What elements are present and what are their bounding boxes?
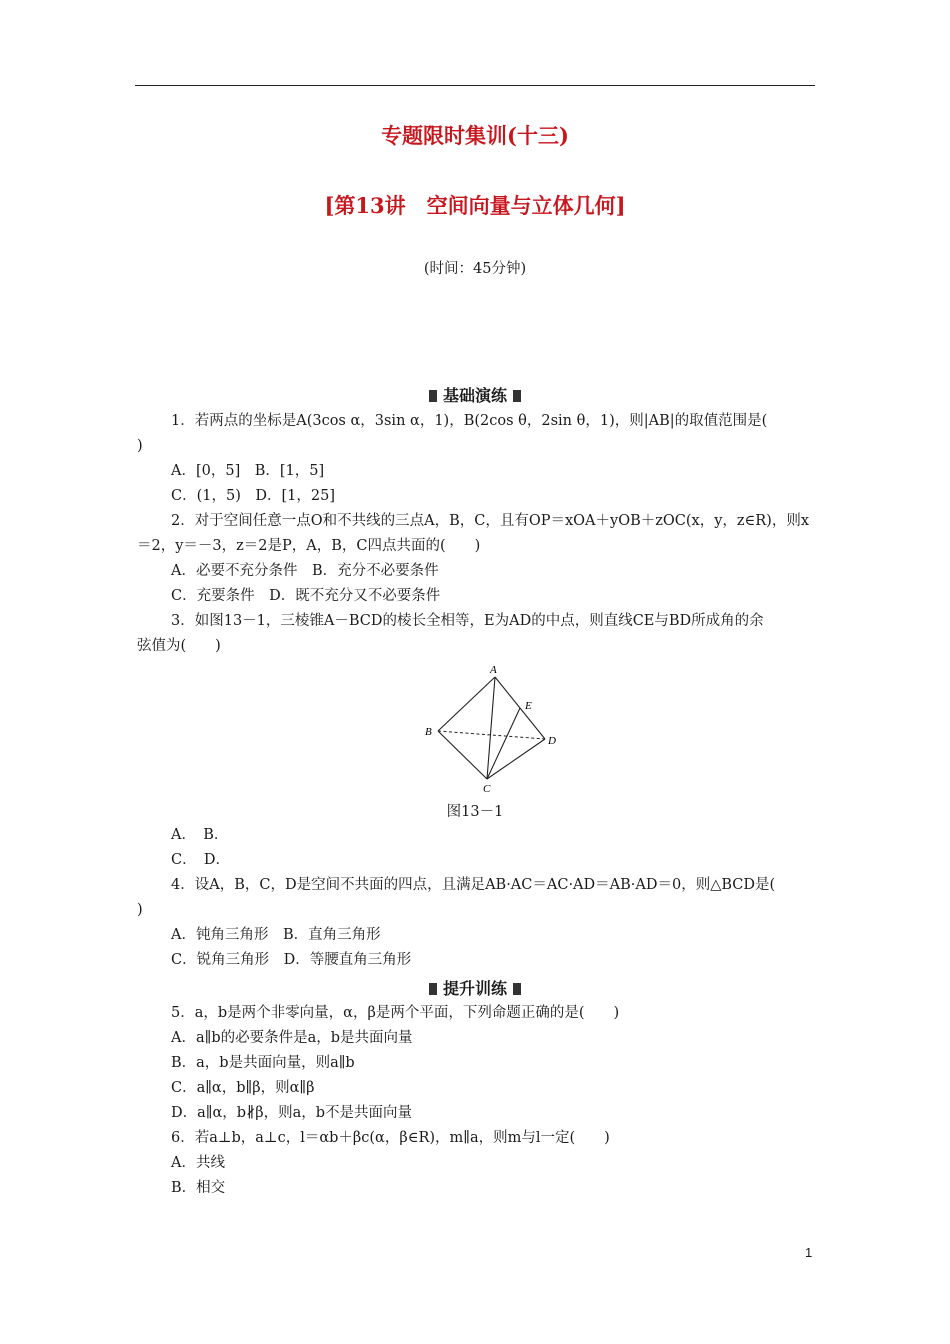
square-icon	[429, 983, 437, 995]
section-basic-label: 基础演练	[442, 386, 507, 405]
q1-line1: 1．若两点的坐标是A(3cos α，3sin α，1)，B(2cos θ，2sin θ，1)，则|AB|的取值范围是(	[171, 413, 768, 429]
q4-line1: 4．设A，B，C，D是空间不共面的四点，且满足AB·AC＝AC·AD＝AB·AD＝0，则△BCD是(	[171, 877, 776, 893]
square-icon	[513, 390, 521, 402]
label-a: A	[490, 664, 497, 676]
q1-options-cd: C．(1，5) D．[1，25]	[171, 488, 335, 504]
label-b: B	[425, 726, 432, 738]
label-d: D	[548, 735, 556, 747]
section-basic	[0, 383, 950, 406]
edge-bd-dashed	[438, 731, 545, 739]
q2-line1: 2．对于空间任意一点O和不共线的三点A，B，C，且有OP＝xOA＋yOB＋zOC(x，y，z∈R)，则x	[171, 513, 810, 529]
q5-option-c: C．a∥α，b∥β，则α∥β	[171, 1080, 315, 1096]
label-e: E	[525, 700, 532, 712]
q5-option-d: D．a∥α，b∦β，则a，b不是共面向量	[171, 1105, 413, 1121]
q6-option-a: A．共线	[171, 1155, 225, 1171]
q3-line2: 弦值为( )	[137, 638, 221, 654]
label-c: C	[483, 783, 491, 795]
square-icon	[513, 983, 521, 995]
page-title: 专题限时集训(十三)	[381, 123, 569, 148]
edge-bc	[438, 731, 487, 779]
q3-options-cd: C． D．	[171, 852, 230, 868]
q1-options-ab: A．[0，5] B．[1，5]	[171, 463, 325, 479]
q2-line2: ＝2，y＝－3，z＝2是P，A，B，C四点共面的( )	[137, 538, 481, 554]
q1-line2: )	[137, 438, 143, 454]
time-note: (时间：45分钟)	[423, 261, 527, 277]
q4-line2: )	[137, 902, 143, 918]
figure-caption: 图13－1	[446, 804, 504, 820]
q5-stem: 5．a，b是两个非零向量，α，β是两个平面，下列命题正确的是( )	[171, 1005, 620, 1021]
q2-options-ab: A．必要不充分条件 B．充分不必要条件	[171, 563, 439, 579]
section-advanced	[0, 976, 950, 999]
q4-options-ab: A．钝角三角形 B．直角三角形	[171, 927, 381, 943]
edge-ab	[438, 677, 495, 731]
tetrahedron-figure	[420, 660, 570, 795]
top-rule	[135, 85, 815, 86]
section-advanced-label: 提升训练	[442, 979, 507, 998]
lecture-subtitle: [第13讲 空间向量与立体几何]	[324, 193, 626, 218]
q5-option-b: B．a，b是共面向量，则a∥b	[171, 1055, 355, 1071]
q2-options-cd: C．充要条件 D．既不充分又不必要条件	[171, 588, 441, 604]
page-number: 1	[805, 1245, 813, 1260]
q6-option-b: B．相交	[171, 1180, 226, 1196]
q3-line1: 3．如图13－1，三棱锥A－BCD的棱长全相等，E为AD的中点，则直线CE与BD所成角的余	[171, 613, 764, 629]
square-icon	[429, 390, 437, 402]
q6-stem: 6．若a⊥b，a⊥c，l＝αb＋βc(α，β∈R)，m∥a，则m与l一定( )	[171, 1130, 610, 1146]
q3-options-ab: A． B．	[171, 827, 229, 843]
q4-options-cd: C．锐角三角形 D．等腰直角三角形	[171, 952, 412, 968]
q5-option-a: A．a∥b的必要条件是a，b是共面向量	[171, 1030, 413, 1046]
